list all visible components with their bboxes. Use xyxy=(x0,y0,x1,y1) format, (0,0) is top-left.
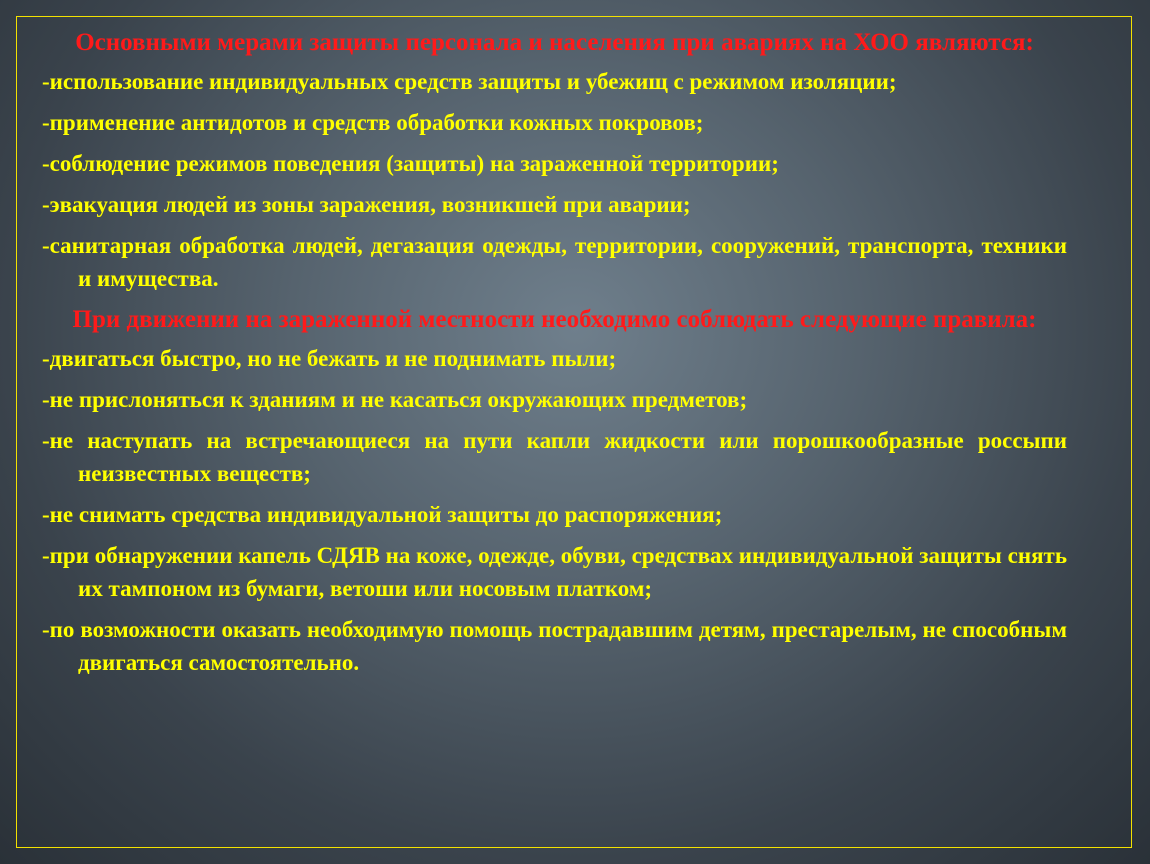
rules-list xyxy=(42,342,1067,679)
slide-content xyxy=(42,26,1067,687)
list-item: -использование индивидуальных средств защиты и убежищ с режимом изоляции; xyxy=(42,69,897,94)
list-item: -применение антидотов и средств обработки кожных покровов; xyxy=(42,110,704,135)
list-item: -не наступать на встречающиеся на пути капли жидкости или порошкообразные россыпи неизвестных веществ; xyxy=(42,428,1067,486)
list-item: -не прислоняться к зданиям и не касаться окружающих предметов; xyxy=(42,387,748,412)
measures-list xyxy=(42,65,1067,295)
list-item: -по возможности оказать необходимую помощь пострадавшим детям, престарелым, не способным двигаться самостоятельно. xyxy=(42,617,1067,675)
list-item: -соблюдение режимов поведения (защиты) на зараженной территории; xyxy=(42,151,779,176)
list-item: -не снимать средства индивидуальной защиты до распоряжения; xyxy=(42,502,723,527)
list-item: -санитарная обработка людей, дегазация одежды, территории, сооружений, транспорта, техники и имущества. xyxy=(42,233,1067,291)
list-item: -при обнаружении капель СДЯВ на коже, одежде, обуви, средствах индивидуальной защиты снять их тампоном из бумаги, ветоши или носовым платком; xyxy=(42,543,1067,601)
list-item: -эвакуация людей из зоны заражения, возникшей при аварии; xyxy=(42,192,691,217)
list-item: -двигаться быстро, но не бежать и не поднимать пыли; xyxy=(42,346,617,371)
protection-measures-heading: Основными мерами защиты персонала и населения при авариях на ХОО являются: xyxy=(75,29,1034,56)
movement-rules-heading: При движении на зараженной местности необходимо соблюдать следующие правила: xyxy=(72,306,1037,333)
